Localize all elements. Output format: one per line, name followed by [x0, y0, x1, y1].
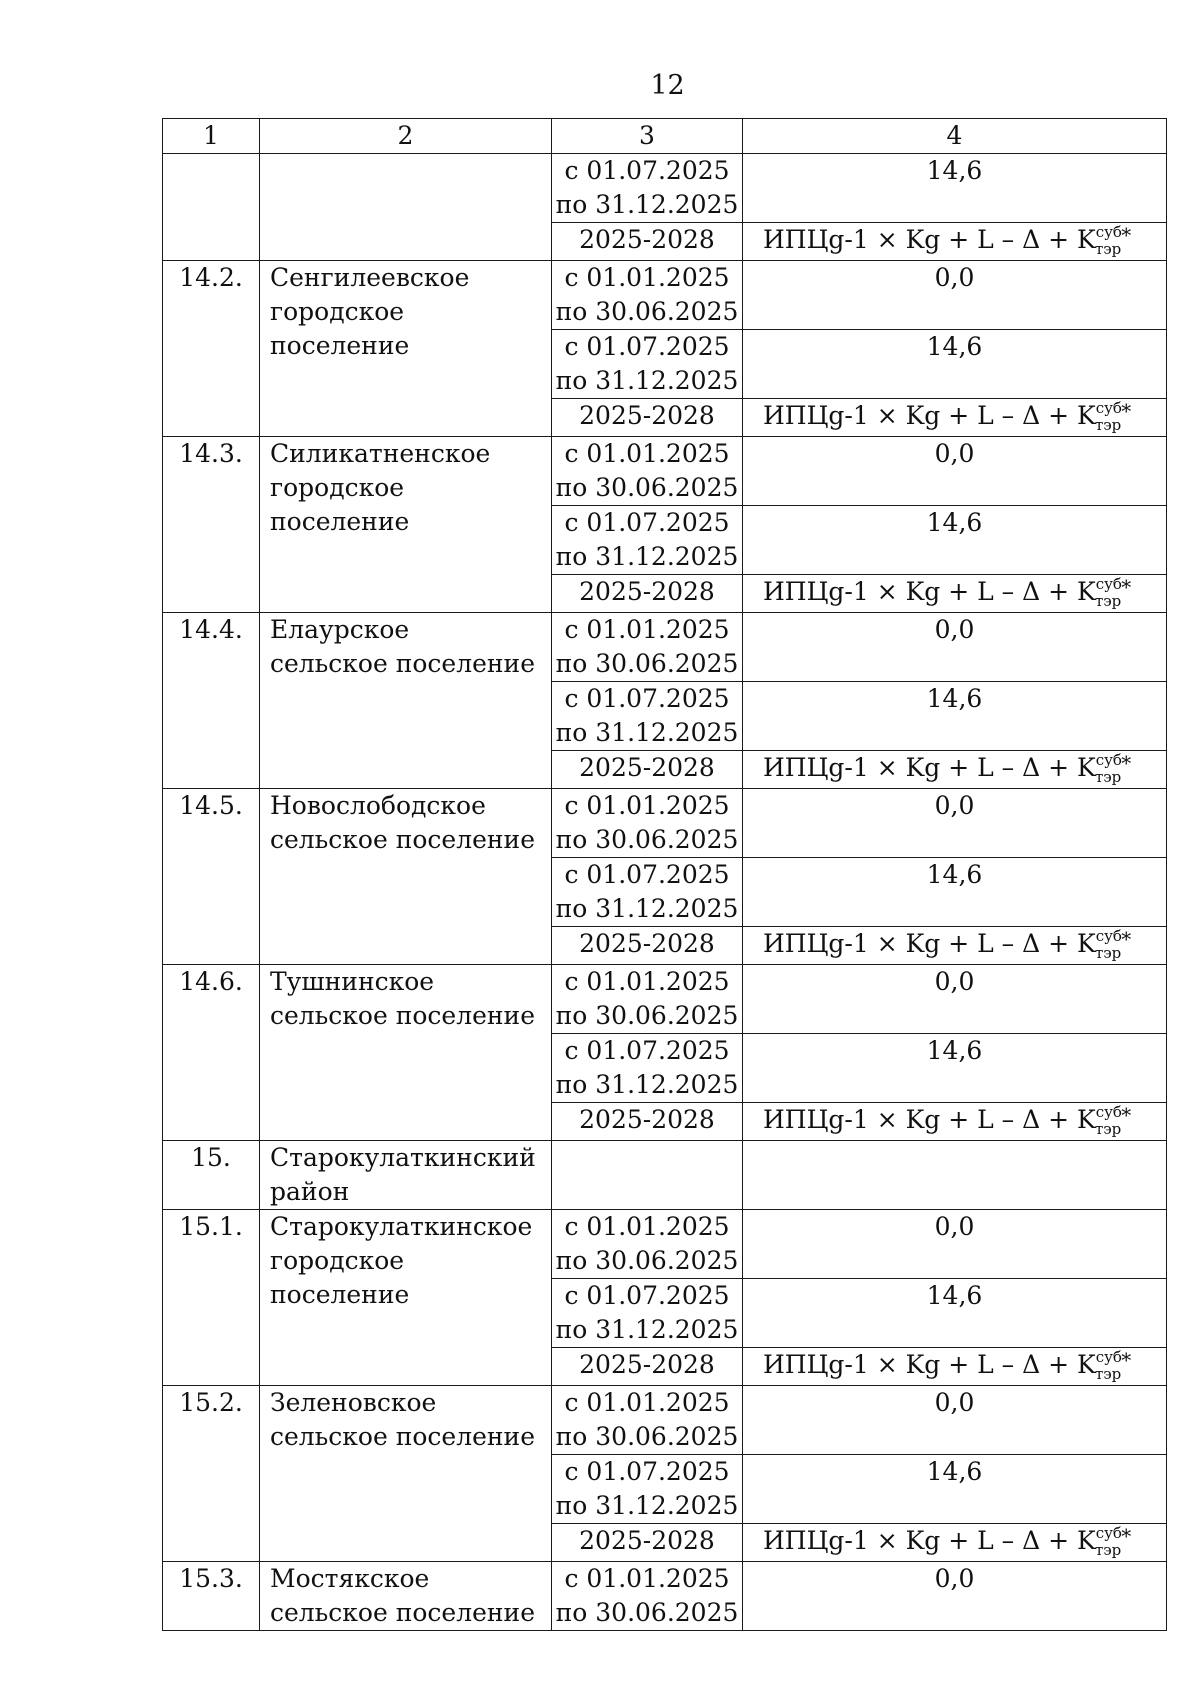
formula-asterisk: * [1121, 751, 1132, 775]
value-cell: 14,6 [743, 506, 1167, 575]
period-cell: 2025-2028 [552, 927, 743, 965]
period-cell: 2025-2028 [552, 399, 743, 437]
num-cell: 14.6. [163, 965, 260, 1141]
formula-text: ИПЦg-1 × Kg + L – Δ + K [763, 225, 1096, 254]
name-cell [260, 1386, 552, 1562]
period-cell: 2025-2028 [552, 1348, 743, 1386]
formula-text: ИПЦg-1 × Kg + L – Δ + K [763, 1350, 1096, 1379]
period-end: по 30.06.2025 [555, 825, 739, 854]
table-row [163, 965, 1167, 1034]
value-cell: 0,0 [743, 437, 1167, 506]
period-end: по 31.12.2025 [555, 1070, 739, 1099]
table-row [163, 613, 1167, 682]
formula-superscript: суб [1095, 575, 1122, 593]
period-cell [552, 330, 743, 399]
name-cell [260, 154, 552, 261]
entity-name-line1: Старокулаткинское [270, 1212, 533, 1241]
header-col-2: 2 [260, 119, 552, 154]
num-cell: 14.3. [163, 437, 260, 613]
entity-name-line2: городское поселение [270, 297, 410, 360]
table-row [163, 437, 1167, 506]
tariff-table [162, 118, 1167, 1631]
entity-name-line2: сельское поселение [270, 1422, 536, 1451]
formula-cell [743, 1103, 1167, 1141]
formula-cell [743, 1524, 1167, 1562]
table-row [163, 1562, 1167, 1631]
table-row [163, 261, 1167, 330]
district-row [163, 1141, 1167, 1210]
period-cell [552, 154, 743, 223]
district-name-line1: Старокулаткинский [270, 1143, 536, 1172]
formula-superscript: суб [1095, 927, 1122, 945]
formula-superscript: суб [1095, 1524, 1122, 1542]
value-cell: 14,6 [743, 1034, 1167, 1103]
value-cell: 14,6 [743, 1455, 1167, 1524]
value-cell: 0,0 [743, 789, 1167, 858]
period-cell [552, 1562, 743, 1631]
period-start: с 01.01.2025 [564, 1564, 730, 1593]
value-cell: 14,6 [743, 154, 1167, 223]
period-start: с 01.07.2025 [564, 684, 730, 713]
value-cell: 0,0 [743, 1210, 1167, 1279]
period-cell [552, 506, 743, 575]
formula-asterisk: * [1121, 223, 1132, 247]
name-cell [260, 965, 552, 1141]
formula-asterisk: * [1121, 575, 1132, 599]
period-cell [552, 1034, 743, 1103]
entity-name-line1: Мостякское [270, 1564, 430, 1593]
empty-cell [552, 1141, 743, 1210]
header-row [163, 119, 1167, 154]
period-start: с 01.07.2025 [564, 508, 730, 537]
period-cell [552, 613, 743, 682]
value-cell: 14,6 [743, 858, 1167, 927]
formula-superscript: суб [1095, 399, 1122, 417]
period-end: по 30.06.2025 [555, 473, 739, 502]
entity-name-line2: сельское поселение [270, 825, 536, 854]
formula-text: ИПЦg-1 × Kg + L – Δ + K [763, 1105, 1096, 1134]
period-end: по 30.06.2025 [555, 649, 739, 678]
num-cell [163, 154, 260, 261]
value-cell: 0,0 [743, 613, 1167, 682]
formula-subscript: тэр [1094, 944, 1122, 962]
period-end: по 30.06.2025 [555, 1422, 739, 1451]
formula-cell [743, 1348, 1167, 1386]
formula-subscript: тэр [1094, 1365, 1122, 1383]
num-cell: 15. [163, 1141, 260, 1210]
period-start: с 01.07.2025 [564, 1281, 730, 1310]
period-end: по 30.06.2025 [555, 1598, 739, 1627]
entity-name-line2: городское поселение [270, 1246, 410, 1309]
header-col-4: 4 [743, 119, 1167, 154]
formula-subscript: тэр [1094, 768, 1122, 786]
formula-text: ИПЦg-1 × Kg + L – Δ + K [763, 401, 1096, 430]
num-cell: 15.1. [163, 1210, 260, 1386]
period-cell: 2025-2028 [552, 751, 743, 789]
formula-text: ИПЦg-1 × Kg + L – Δ + K [763, 929, 1096, 958]
period-cell: 2025-2028 [552, 223, 743, 261]
district-name-line2: район [270, 1177, 350, 1206]
entity-name-line2: городское поселение [270, 473, 410, 536]
period-start: с 01.07.2025 [564, 860, 730, 889]
table-row [163, 154, 1167, 223]
name-cell [260, 1141, 552, 1210]
num-cell: 15.3. [163, 1562, 260, 1631]
num-cell: 15.2. [163, 1386, 260, 1562]
name-cell [260, 1562, 552, 1631]
name-cell [260, 613, 552, 789]
period-start: с 01.01.2025 [564, 967, 730, 996]
period-end: по 30.06.2025 [555, 1001, 739, 1030]
formula-subscript: тэр [1094, 1120, 1122, 1138]
name-cell [260, 789, 552, 965]
entity-name-line1: Зеленовское [270, 1388, 437, 1417]
entity-name-line1: Силикатненское [270, 439, 491, 468]
value-cell: 0,0 [743, 261, 1167, 330]
period-end: по 31.12.2025 [555, 190, 739, 219]
period-cell [552, 789, 743, 858]
formula-cell [743, 927, 1167, 965]
period-cell [552, 965, 743, 1034]
period-start: с 01.07.2025 [564, 1036, 730, 1065]
formula-subscript: тэр [1094, 592, 1122, 610]
period-cell [552, 1210, 743, 1279]
period-start: с 01.07.2025 [564, 332, 730, 361]
period-end: по 31.12.2025 [555, 1315, 739, 1344]
formula-superscript: суб [1095, 1103, 1122, 1121]
period-start: с 01.01.2025 [564, 263, 730, 292]
period-end: по 31.12.2025 [555, 366, 739, 395]
formula-subscript: тэр [1094, 1541, 1122, 1559]
period-start: с 01.01.2025 [564, 791, 730, 820]
period-cell: 2025-2028 [552, 575, 743, 613]
table-row [163, 1386, 1167, 1455]
formula-text: ИПЦg-1 × Kg + L – Δ + K [763, 1526, 1096, 1555]
value-cell: 0,0 [743, 1562, 1167, 1631]
period-end: по 31.12.2025 [555, 1491, 739, 1520]
period-start: с 01.01.2025 [564, 439, 730, 468]
entity-name-line1: Сенгилеевское [270, 263, 470, 292]
name-cell [260, 437, 552, 613]
empty-cell [743, 1141, 1167, 1210]
period-start: с 01.01.2025 [564, 1212, 730, 1241]
num-cell: 14.5. [163, 789, 260, 965]
period-end: по 31.12.2025 [555, 542, 739, 571]
entity-name-line1: Новослободское [270, 791, 486, 820]
period-cell: 2025-2028 [552, 1103, 743, 1141]
period-cell [552, 682, 743, 751]
formula-superscript: суб [1095, 751, 1122, 769]
period-start: с 01.07.2025 [564, 1457, 730, 1486]
period-cell: 2025-2028 [552, 1524, 743, 1562]
period-end: по 31.12.2025 [555, 718, 739, 747]
page-number: 12 [650, 70, 685, 101]
period-end: по 30.06.2025 [555, 1246, 739, 1275]
name-cell [260, 1210, 552, 1386]
value-cell: 14,6 [743, 1279, 1167, 1348]
period-cell [552, 858, 743, 927]
entity-name-line1: Тушнинское [270, 967, 435, 996]
formula-asterisk: * [1121, 927, 1132, 951]
period-cell [552, 261, 743, 330]
period-end: по 30.06.2025 [555, 297, 739, 326]
period-cell [552, 1279, 743, 1348]
period-start: с 01.01.2025 [564, 615, 730, 644]
period-end: по 31.12.2025 [555, 894, 739, 923]
period-start: с 01.07.2025 [564, 156, 730, 185]
value-cell: 0,0 [743, 965, 1167, 1034]
formula-cell [743, 575, 1167, 613]
formula-asterisk: * [1121, 1524, 1132, 1548]
formula-subscript: тэр [1094, 416, 1122, 434]
formula-superscript: суб [1095, 1348, 1122, 1366]
formula-text: ИПЦg-1 × Kg + L – Δ + K [763, 753, 1096, 782]
name-cell [260, 261, 552, 437]
formula-cell [743, 751, 1167, 789]
formula-superscript: суб [1095, 223, 1122, 241]
table-row [163, 1210, 1167, 1279]
entity-name-line1: Елаурское [270, 615, 410, 644]
value-cell: 14,6 [743, 330, 1167, 399]
formula-cell [743, 399, 1167, 437]
num-cell: 14.4. [163, 613, 260, 789]
period-cell [552, 1455, 743, 1524]
header-col-3: 3 [552, 119, 743, 154]
formula-text: ИПЦg-1 × Kg + L – Δ + K [763, 577, 1096, 606]
header-col-1: 1 [163, 119, 260, 154]
formula-cell [743, 223, 1167, 261]
formula-asterisk: * [1121, 1348, 1132, 1372]
formula-subscript: тэр [1094, 240, 1122, 258]
period-cell [552, 1386, 743, 1455]
entity-name-line2: сельское поселение [270, 1001, 536, 1030]
num-cell: 14.2. [163, 261, 260, 437]
table-row [163, 789, 1167, 858]
period-cell [552, 437, 743, 506]
value-cell: 14,6 [743, 682, 1167, 751]
period-start: с 01.01.2025 [564, 1388, 730, 1417]
formula-asterisk: * [1121, 1103, 1132, 1127]
formula-asterisk: * [1121, 399, 1132, 423]
value-cell: 0,0 [743, 1386, 1167, 1455]
entity-name-line2: сельское поселение [270, 649, 536, 678]
entity-name-line2: сельское поселение [270, 1598, 536, 1627]
